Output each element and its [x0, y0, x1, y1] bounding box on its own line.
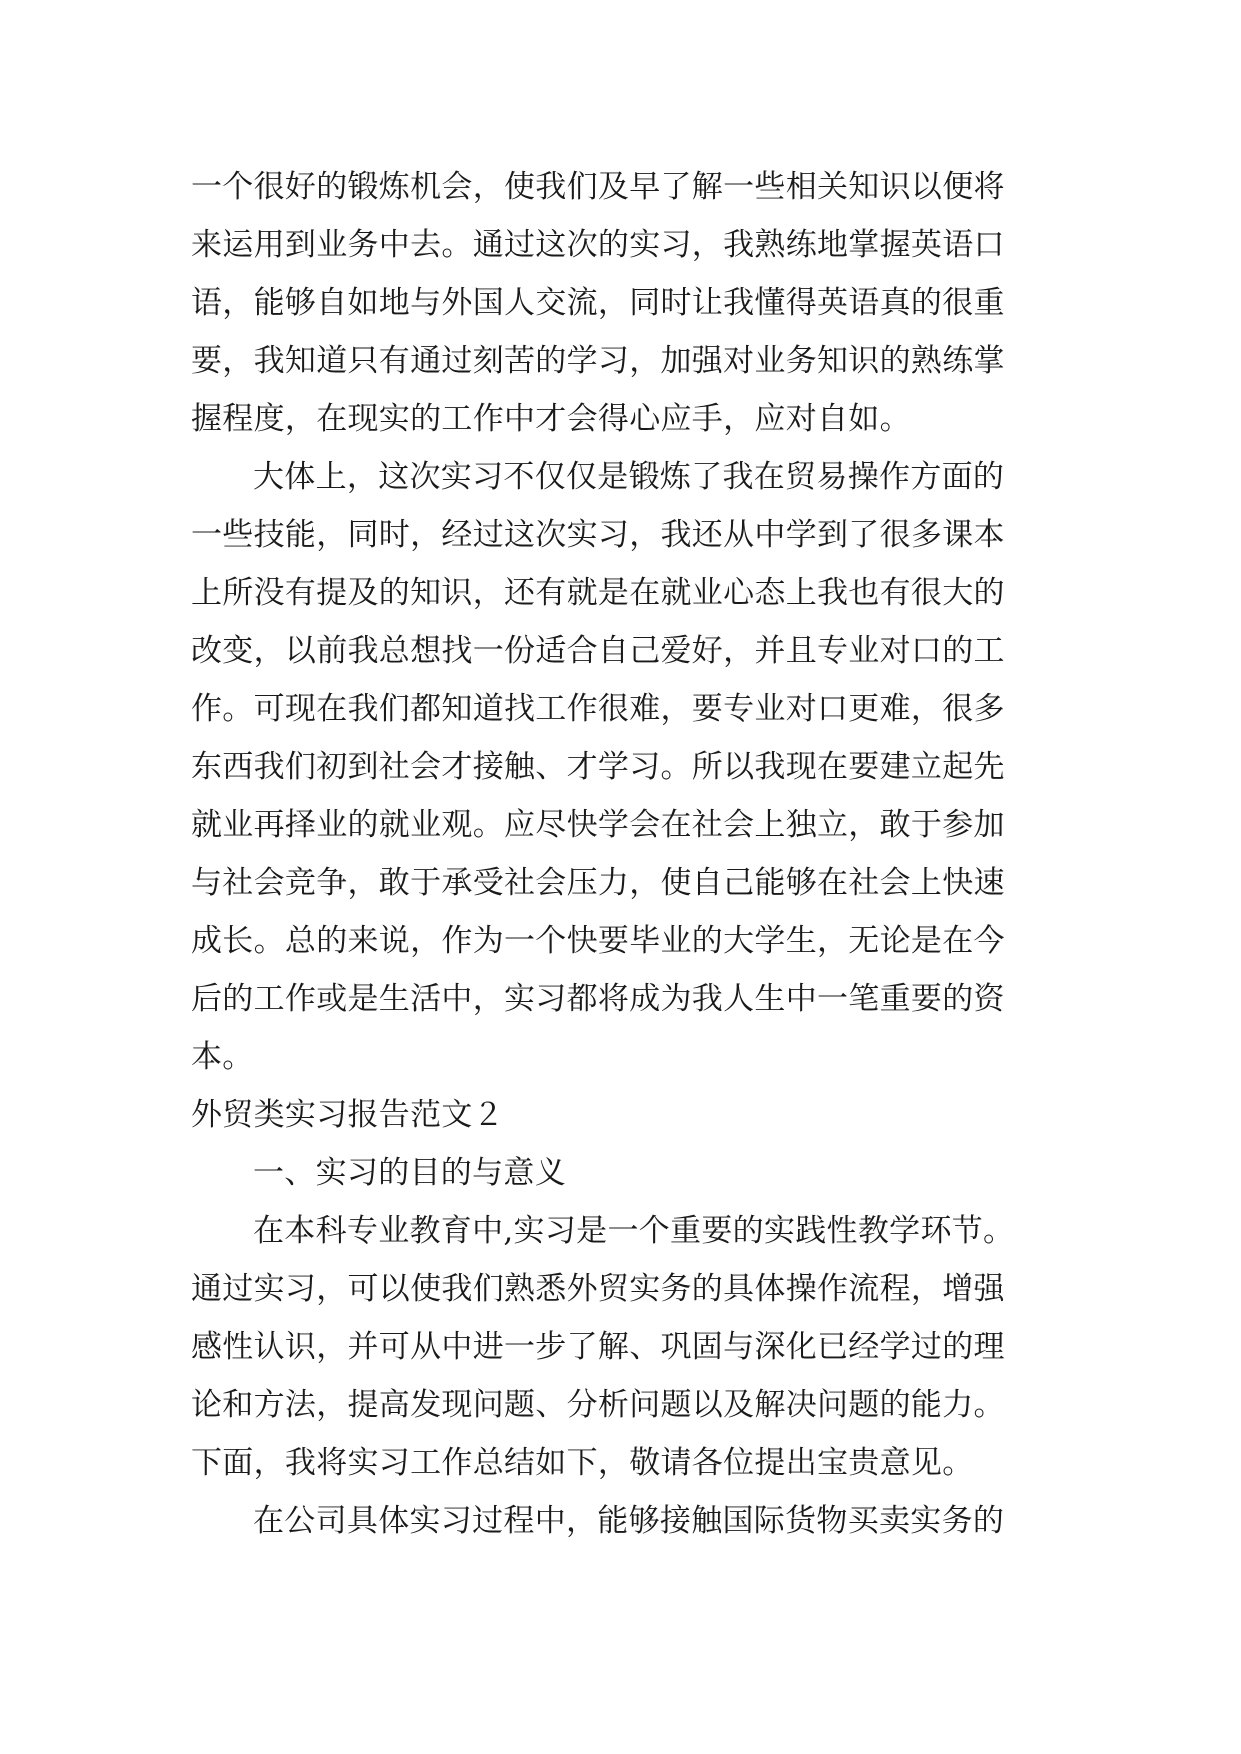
subsection-heading: 一、实习的目的与意义: [253, 1155, 566, 1191]
body-line: 作。可现在我们都知道找工作很难，要专业对口更难，很多: [191, 691, 1005, 727]
body-line: 与社会竞争，敢于承受社会压力，使自己能够在社会上快速: [191, 865, 1005, 901]
body-line: 论和方法，提高发现问题、分析问题以及解决问题的能力。: [191, 1387, 1005, 1423]
body-line: 一个很好的锻炼机会，使我们及早了解一些相关知识以便将: [191, 169, 1005, 205]
paragraph-start-line: 在公司具体实习过程中，能够接触国际货物买卖实务的: [253, 1503, 1005, 1539]
body-line: 语，能够自如地与外国人交流，同时让我懂得英语真的很重: [191, 285, 1005, 321]
body-line: 就业再择业的就业观。应尽快学会在社会上独立，敢于参加: [191, 807, 1005, 843]
body-line: 后的工作或是生活中，实习都将成为我人生中一笔重要的资: [191, 981, 1005, 1017]
body-line: 东西我们初到社会才接触、才学习。所以我现在要建立起先: [191, 749, 1005, 785]
body-line: 通过实习，可以使我们熟悉外贸实务的具体操作流程，增强: [191, 1271, 1005, 1307]
body-line: 感性认识，并可从中进一步了解、巩固与深化已经学过的理: [191, 1329, 1005, 1365]
section-title: 外贸类实习报告范文２: [191, 1097, 504, 1133]
body-line: 来运用到业务中去。通过这次的实习，我熟练地掌握英语口: [191, 227, 1005, 263]
body-line: 要，我知道只有通过刻苦的学习，加强对业务知识的熟练掌: [191, 343, 1005, 379]
body-line: 握程度，在现实的工作中才会得心应手，应对自如。: [191, 401, 911, 437]
body-line: 本。: [191, 1039, 254, 1075]
body-line: 下面，我将实习工作总结如下，敬请各位提出宝贵意见。: [191, 1445, 974, 1481]
document-body: [191, 158, 1081, 1550]
body-line: 上所没有提及的知识，还有就是在就业心态上我也有很大的: [191, 575, 1005, 611]
body-line: 一些技能，同时，经过这次实习，我还从中学到了很多课本: [191, 517, 1005, 553]
body-line: 改变，以前我总想找一份适合自己爱好，并且专业对口的工: [191, 633, 1005, 669]
paragraph-start-line: 大体上，这次实习不仅仅是锻炼了我在贸易操作方面的: [253, 459, 1005, 495]
paragraph-start-line: 在本科专业教育中,实习是一个重要的实践性教学环节。: [253, 1213, 1015, 1249]
body-line: 成长。总的来说，作为一个快要毕业的大学生，无论是在今: [191, 923, 1005, 959]
